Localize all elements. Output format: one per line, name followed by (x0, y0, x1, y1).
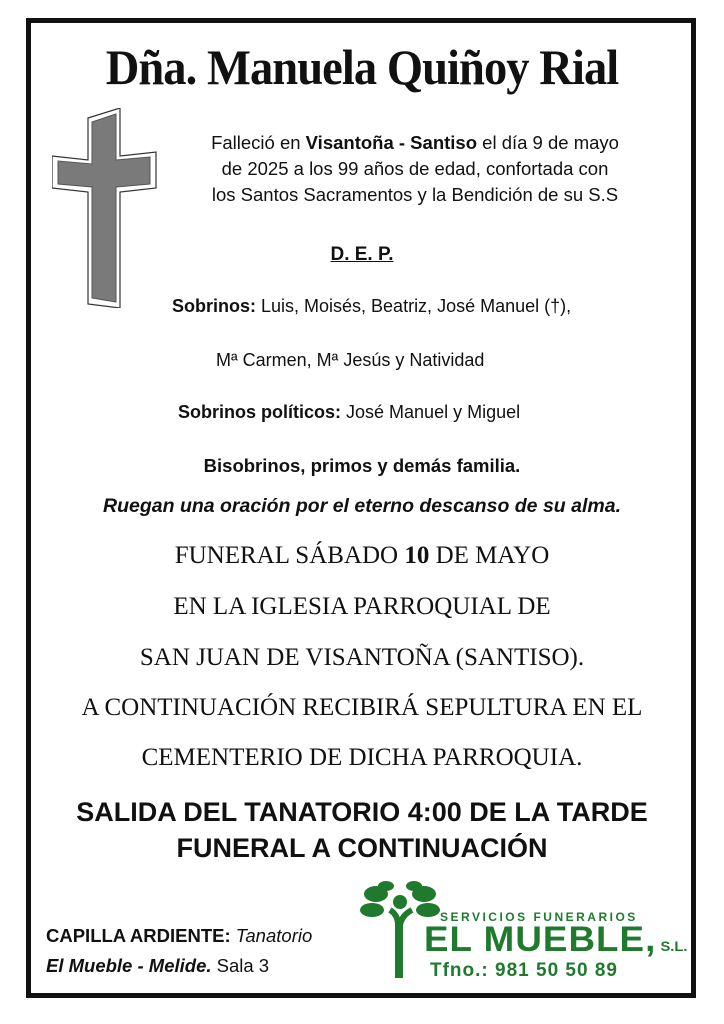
capilla-line-2 (46, 955, 269, 977)
logo-sl: S.L. (656, 938, 688, 954)
funeral-line-2: EN LA IGLESIA PARROQUIAL DE (173, 593, 551, 620)
bisobrinos-line: Bisobrinos, primos y demás familia. (203, 455, 521, 476)
politicos-names: José Manuel y Miguel (341, 402, 521, 422)
intro-text: Falleció en (211, 132, 306, 153)
capilla-place: Tanatorio (230, 925, 313, 946)
funeral-line-4: A CONTINUACIÓN RECIBIRÁ SEPULTURA EN EL (81, 694, 643, 721)
funeral-line-3: SAN JUAN DE VISANTOÑA (SANTISO). (139, 644, 585, 671)
capilla-label: CAPILLA ARDIENTE: (46, 925, 231, 946)
sobrinos-names: Luis, Moisés, Beatriz, José Manuel (†), (256, 296, 572, 316)
dep-heading: D. E. P. (330, 244, 394, 265)
funeral-line-5: CEMENTERIO DE DICHA PARROQUIA. (141, 744, 583, 771)
logo-name (424, 920, 687, 960)
sobrinos-label: Sobrinos: (172, 296, 256, 316)
logo-phone: Tfno.: 981 50 50 89 (430, 960, 618, 981)
intro-text: el día 9 de mayo (477, 132, 619, 153)
funeral-day: 10 (404, 542, 430, 569)
capilla-tanatorio: El Mueble - Melide. (46, 955, 212, 976)
politicos-line (178, 402, 520, 423)
capilla-line-1 (46, 925, 312, 947)
sobrinos-line-2: Mª Carmen, Mª Jesús y Natividad (216, 350, 485, 370)
cross-icon (52, 108, 158, 308)
prayer-line: Ruegan una oración por el eterno descanso de su alma. (103, 495, 621, 517)
funeral-text: FUNERAL SÁBADO (174, 542, 405, 569)
logo-tagline: SERVICIOS FUNERARIOS (440, 910, 638, 924)
intro-text: los Santos Sacramentos y la Bendición de su S.S (211, 184, 619, 205)
salida-line-1: SALIDA DEL TANATORIO 4:00 DE LA TARDE (76, 797, 648, 827)
funeral-text: DE MAYO (429, 542, 550, 569)
logo-name-text: EL MUEBLE, (424, 920, 657, 959)
capilla-room: Sala 3 (211, 955, 270, 976)
funeral-home-logo (360, 880, 688, 981)
politicos-label: Sobrinos políticos: (178, 402, 342, 422)
intro-place: Visantoña - Santiso (305, 132, 478, 153)
sobrinos-line (172, 296, 571, 317)
deceased-name: Dña. Manuela Quiñoy Rial (105, 39, 619, 95)
funeral-line-1 (0, 542, 724, 570)
intro-text: de 2025 a los 99 años de edad, confortada con (221, 158, 609, 179)
death-details (180, 130, 650, 208)
salida-line-2: FUNERAL A CONTINUACIÓN (176, 833, 548, 863)
